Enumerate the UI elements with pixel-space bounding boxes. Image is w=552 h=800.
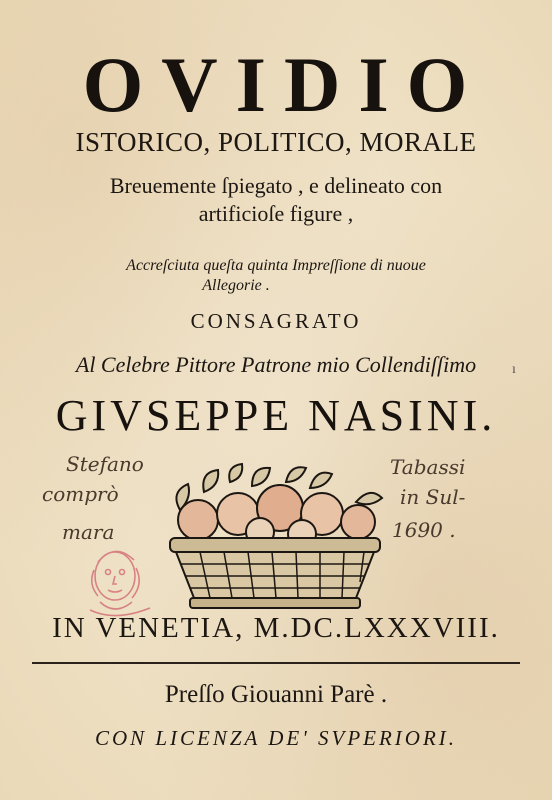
addition-line-1: Accreſciuta queſta quinta Impreſſione di nuoue xyxy=(126,257,426,274)
book-title: OVIDIO xyxy=(82,41,486,128)
addition-line-2: Allegorie . xyxy=(202,277,270,294)
dedicatee-name: GIVSEPPE NASINI. xyxy=(55,391,497,440)
handwritten-note: comprò xyxy=(42,482,119,506)
handwritten-note: Stefano xyxy=(66,452,144,476)
book-subtitle: ISTORICO, POLITICO, MORALE xyxy=(75,127,477,157)
fruit-basket-icon xyxy=(160,462,390,612)
consecration-heading: CONSAGRATO xyxy=(190,309,362,333)
publisher-line: Preſſo Giouanni Parè . xyxy=(164,681,388,708)
handwritten-note: Tabassi xyxy=(390,455,466,479)
handwritten-note: in Sul- xyxy=(400,485,466,509)
handwritten-note: mara xyxy=(62,520,115,544)
dedication-line: Al Celebre Pittore Patrone mio Collendiſſimo xyxy=(75,352,477,377)
library-stamp-icon xyxy=(70,540,170,620)
horizontal-rule xyxy=(32,662,520,664)
imprint-line: IN VENETIA, M.DC.LXXXVIII. xyxy=(52,612,500,644)
handwritten-note: 1690 . xyxy=(392,518,456,542)
license-line: CON LICENZA DE' SVPERIORI. xyxy=(94,726,458,750)
description-line-2: artificioſe figure , xyxy=(198,201,354,226)
margin-mark: ı xyxy=(512,362,516,377)
description-line-1: Breuemente ſpiegato , e delineato con xyxy=(109,173,443,198)
